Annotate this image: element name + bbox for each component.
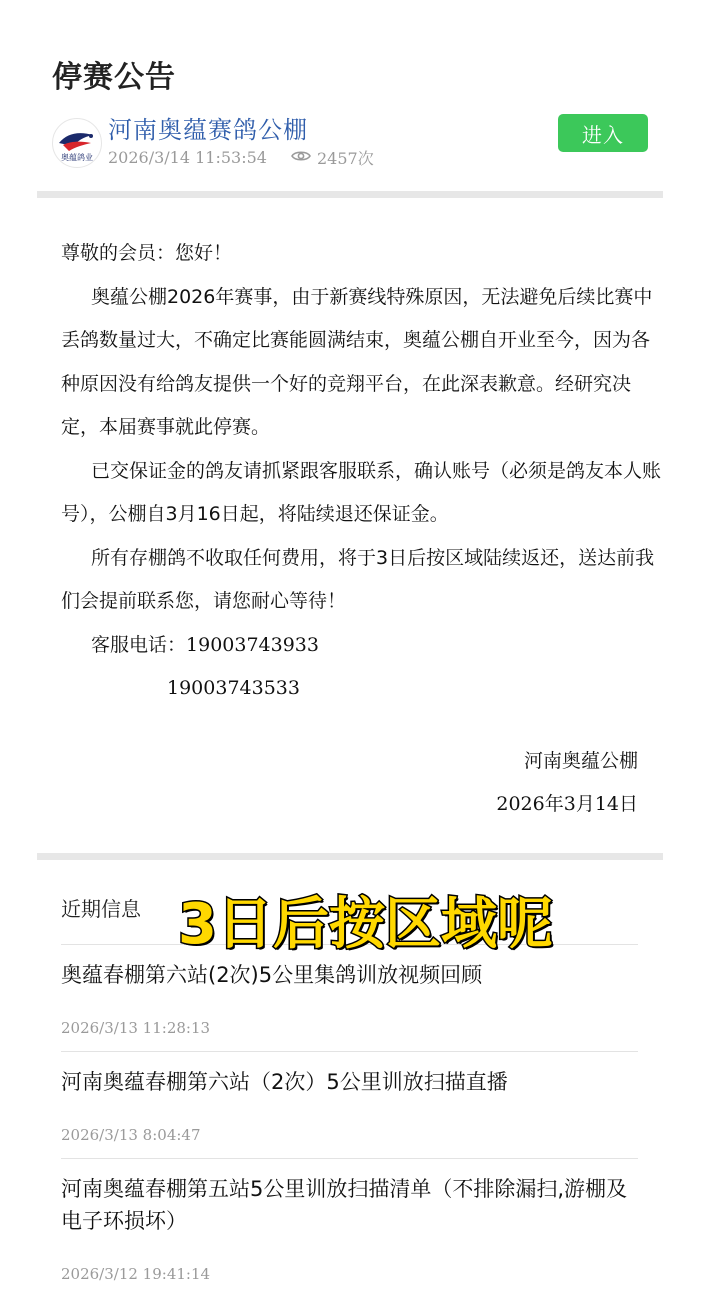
greeting: 尊敬的会员：您好！: [61, 242, 233, 264]
news-title[interactable]: 河南奥蕴春棚第五站5公里训放扫描清单（不排除漏扫,游棚及电子环损坏）: [61, 1177, 628, 1233]
view-count-value: 2457次: [316, 149, 374, 168]
news-title[interactable]: 河南奥蕴春棚第六站（2次）5公里训放扫描直播: [61, 1070, 508, 1094]
logo-text: 奥蕴鸽业: [61, 153, 93, 162]
video-caption-overlay: 3日后按区域呢: [178, 892, 553, 957]
phone-number-2[interactable]: 19003743533: [167, 677, 300, 699]
author-bar: [52, 110, 648, 174]
signature-date: 2026年3月14日: [496, 793, 638, 815]
paragraph-3: 所有存棚鸽不收取任何费用，将于3日后按区域陆续返还，送达前我们会提前联系您，请您耐心等待！: [61, 546, 655, 612]
news-item[interactable]: [61, 944, 638, 1051]
phone-label: 客服电话：: [91, 633, 187, 656]
publisher-name-link[interactable]: 河南奥蕴赛鸽公棚: [108, 116, 308, 144]
section-divider: [37, 191, 663, 198]
page-title: 停赛公告: [52, 60, 176, 95]
enter-button[interactable]: 进入: [558, 114, 648, 152]
recent-info-header: 近期信息: [61, 897, 141, 921]
post-meta: [108, 146, 374, 169]
news-date: 2026/3/13 11:28:13: [61, 1019, 211, 1037]
paragraph-1: 奥蕴公棚2026年赛事，由于新赛线特殊原因，无法避免后续比赛中丢鸽数量过大，不确定比赛能圆满结束，奥蕴公棚自开业至今，因为各种原因没有给鸽友提供一个好的竞翔平台，在此深表歉意。经研究决定，本届赛事就此停赛。: [61, 285, 653, 438]
recent-news-list: [61, 944, 638, 1297]
view-count: [291, 146, 374, 169]
phone-line: [61, 624, 661, 668]
paragraph-2: 已交保证金的鸽友请抓紧跟客服联系，确认账号（必须是鸽友本人账号），公棚自3月16日起，将陆续退还保证金。: [61, 459, 662, 525]
news-date: 2026/3/12 19:41:14: [61, 1265, 211, 1283]
eye-icon: [291, 148, 311, 167]
news-item[interactable]: [61, 1158, 638, 1297]
post-datetime: 2026/3/14 11:53:54: [108, 148, 267, 167]
publisher-avatar[interactable]: [52, 118, 102, 168]
phone-number-1[interactable]: 19003743933: [186, 633, 319, 656]
section-divider: [37, 853, 663, 860]
news-title[interactable]: 奥蕴春棚第六站(2次)5公里集鸽训放视频回顾: [61, 963, 483, 987]
news-date: 2026/3/13 8:04:47: [61, 1126, 201, 1144]
phone-line-2: [61, 667, 661, 711]
signature-org: 河南奥蕴公棚: [523, 750, 638, 772]
announcement-body: [61, 232, 661, 711]
news-item[interactable]: [61, 1051, 638, 1158]
